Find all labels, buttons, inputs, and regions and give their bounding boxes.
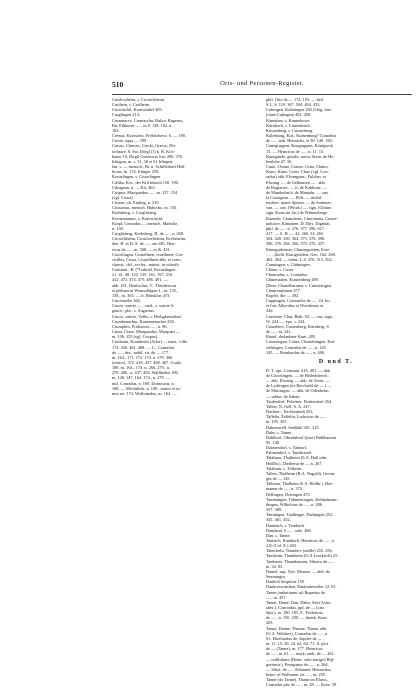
index-entry: nohowe, Kämatten. D. Dtrs. Dignitas xyxy=(266,220,330,226)
index-entry: (vgl. Crusa). xyxy=(112,194,134,200)
index-entry: de — , nob. Heinrichs, et 50. 149. 183. xyxy=(266,138,333,144)
index-entry: Cruzenacre, Cremaschu, Buhor, Rageruu, xyxy=(112,117,184,123)
index-entry: torfaure, S. Sta. Dörgl (?) b. B. Kris- xyxy=(112,148,175,154)
register-page xyxy=(112,80,412,688)
index-entry: Tammingen, Tahmentingen, Dobbelmain- xyxy=(266,496,338,502)
index-entry: lan. s. — mensch., Br. n. Schifferhaft Heil- xyxy=(112,164,186,170)
index-entry: Cruslowheim, s. Crowelsheim. xyxy=(112,97,166,102)
index-entry: Talheim, Thalheim (0.A. Heilbr.), Hee- xyxy=(266,481,334,487)
index-entry: — abb. Elwang. — abb. de Trans. — xyxy=(266,378,330,384)
index-entry: noshert. maior Spieen. — de Sommer- xyxy=(266,200,333,206)
index-entry: claustr., del., eccles., minist. in schroib xyxy=(112,262,179,267)
index-entry: 417. — S. H. — 43. 260. 54. 265. xyxy=(266,231,325,237)
index-entry: Tanne (unbetimmt ut) Rupertus de xyxy=(266,589,326,595)
index-entry: Dankolt hospitius 159. xyxy=(266,579,306,585)
page-number: 510 xyxy=(112,80,124,89)
index-entry: Dellingen, Dettingen 475. xyxy=(266,491,311,497)
index-entry: m. 164., 171. 172. 174. n. 279. 306 xyxy=(112,354,173,360)
index-entry: m. 11. 15. 36. 24. 62. 64. 71. fl. plot. xyxy=(266,641,329,647)
index-entry: de Murringen. — abb. de Odenheim. xyxy=(266,388,330,394)
index-entry: Küssenberg, s. Cussenberg. xyxy=(266,127,314,133)
index-entry: Dahlhorf, Oberdahrof (jetzt) Bühlhausen xyxy=(266,434,337,440)
index-entry: Crhugeun, n. — Kü. 462. xyxy=(112,184,156,190)
index-entry: 188. m. 164., 174. n. 266. 279., n. xyxy=(112,365,171,371)
index-entry: 158., m. 303. — fr. Rhöulfus 473. xyxy=(112,292,171,298)
index-entry: (Dem. Chunelbaraten, s. Cunstetrigen. xyxy=(266,282,332,288)
index-entry: Crihha, Kvr., der Krlchsbach 150. 196. xyxy=(112,179,179,185)
index-entry: Crispus, Marquardus — , m. 137. 154 xyxy=(112,189,178,195)
index-entry: dingen, Wilholons de — , n. 286. xyxy=(266,501,324,507)
index-entry: 21. 41. 48. 123. 139. 161. 197. 210. xyxy=(112,272,174,278)
index-entry: Constant., B. (*Gabriel, Kreuzlingen xyxy=(112,267,176,273)
index-entry: Chunrensburen 477. xyxy=(266,287,301,293)
index-entry: Tasderdorf, Polsener, Doderodorf 454. xyxy=(266,398,333,404)
index-entry: — , m. 457. xyxy=(266,594,287,600)
index-entry: m. 195. 367. xyxy=(266,419,288,425)
index-entry: 279. 286., n. 437. 456. Walfhudus 186. xyxy=(112,370,179,376)
index-entry: Kuno, Küno, Cono, Chuo (vgl. Con- xyxy=(266,169,329,175)
index-entry: Kuenzhi, Chunchens, Chucetonis, Cunce- xyxy=(266,215,338,221)
index-entry: Tanne, Danne, Thanne, Thann, abb. xyxy=(266,625,328,631)
index-entry: — subbe. de Salem. xyxy=(266,393,301,399)
index-entry: Creste, aqua — 399. xyxy=(112,138,148,144)
index-entry: Heillbr.), Diethersa de — n. 267. xyxy=(266,460,323,466)
index-entry: 326. xyxy=(266,308,274,314)
index-entry: Crusa, Crase, Marquardus, Marquart — xyxy=(112,329,181,335)
index-entry: Cruthein, s. Crafheim. xyxy=(112,102,151,108)
index-entry: de — , des., nobil. vir. de — 177. xyxy=(112,349,170,355)
index-entry: Tamheim, Thambeim (O.A.Leutkirch) 25. xyxy=(266,553,339,559)
index-entry: Kreuzlingen, s. Crucelingen. xyxy=(112,174,162,180)
index-entry: Crucis, sancte, Vallis, s. Heiligkreuzthal. xyxy=(112,313,182,319)
page-title: Orts- und Personen-Register. xyxy=(220,80,304,87)
index-entry: Crumbenachur, Krummenacher 250. xyxy=(112,318,175,324)
index-entry: Cunegruppen, Knegruppen. Königseck xyxy=(266,143,334,149)
index-entry: de Manderbach, de Mantaln. — can. xyxy=(266,189,329,195)
index-entry: Talabaus, Thalbeim (0.A. Hall oder xyxy=(266,455,327,461)
index-entry: 210 (Col. E.) 303. xyxy=(266,543,298,549)
index-entry: Taffelte, Taffelin, Ludwicus de — , xyxy=(266,414,327,420)
index-entry: — ordiluhnes (Heinr. ordo navige) Bijl- xyxy=(266,656,335,662)
index-entry: 462. 464. — hahst. L.S. 476. 513. 562. xyxy=(266,256,333,262)
index-entry: Kupfer, die — 392. xyxy=(266,292,300,298)
index-entry: Krebsberg, s. Croglisberg. xyxy=(112,210,158,216)
index-entry: Tankenes, Thannhausen, Sibotos de — , xyxy=(266,558,335,564)
index-entry: Chonradus, s. Conradus. xyxy=(266,272,309,278)
index-entry: steltingen, Conradus de — , n. 145. xyxy=(266,344,327,350)
index-entry: Talabum, s. Tölbeim. xyxy=(266,465,303,471)
index-entry: n. 150. xyxy=(112,225,124,231)
index-entry: Cussebere, Cussenberg, Kürnberg, S. xyxy=(266,323,330,329)
index-entry: Bu, Eihhorns — , m 9. 138, 182, n. xyxy=(112,122,173,128)
index-entry: Chünestaten, Kunzenberg 489. xyxy=(266,277,319,283)
index-entry: (O.A. Waldsee), Conradus de — , n. xyxy=(266,630,329,636)
index-entry: m. 34. 85. xyxy=(266,563,284,569)
index-entry: Daniel, sup. Nov. Monast. — abb. de xyxy=(266,568,330,574)
index-entry: Damland, 6 — , ords. 486. xyxy=(266,527,312,533)
index-entry: Crowelsheim, Crosilwelsheim, Krebsheim, xyxy=(112,236,187,242)
index-entry: 13. — Heinricus de — , n. 11. 13. xyxy=(266,148,325,154)
index-entry: Dankroswinchen, Dankrateweiler 12. 81. xyxy=(266,584,337,590)
index-entry: gauce., pbr., s. Augustus. xyxy=(112,308,155,314)
index-entry: m. 148. 147. 164. 174., n. 279. — xyxy=(112,375,171,381)
section-heading: D und T. xyxy=(318,358,354,365)
index-entry: Tamlingen, Taullinger, Thaltingen 252. xyxy=(266,512,334,518)
index-entry: heim- of Walburne. de — , m. 205. xyxy=(266,672,327,678)
index-entry: Curtenne, Chur, Blah. 92. — can. sign. xyxy=(266,313,333,319)
index-entry: henlohe 47. 56. xyxy=(266,158,293,164)
index-entry: gerimsir.), Peregrinus de — , n. 264. xyxy=(266,661,329,667)
index-entry: W. 224. — epo. s. 224. xyxy=(266,318,306,324)
index-entry: (senior), 372. 418. 437. 460. 467. Crafto xyxy=(112,359,182,365)
index-entry: Cruthaim, Krautheim (Arlar) — mart., villa xyxy=(112,339,187,345)
index-entry: de Crucelingen. — de Heiledsberch. xyxy=(266,372,329,378)
index-entry: de — , n. 150. 290. — theiek. Kuni. xyxy=(266,615,328,621)
index-entry: Daimendorf, s. Tainiarf. xyxy=(266,445,308,451)
index-entry: Tabiet, N. Gell. S. A. 247. xyxy=(266,403,311,409)
index-entry: D. T. ops. Constant. 416. 481. — abb. xyxy=(266,367,332,373)
index-entry: phil. Otto de — 174. 193. — hed. xyxy=(266,97,324,102)
index-entry: Crucis, sancte — , card., s. sancte S. xyxy=(112,303,175,309)
index-entry: phil. de — , n. 276. 377. 396. 617. xyxy=(266,225,326,231)
index-entry: Senmingin. xyxy=(266,574,286,580)
index-entry: Dan, s. Tanne. xyxy=(266,532,291,538)
index-entry: Conradus pbr. de — , m. 28. — Konr. 39. xyxy=(266,682,338,688)
index-entry: de — , m. 61. — mark. rank. de — 261. xyxy=(266,651,335,657)
index-entry: bauer 19, Dirgil Cunenwie Jon. 280. 376. xyxy=(112,153,184,159)
index-entry: Kürnbach, s. Cunrenbach. xyxy=(266,122,311,128)
index-entry: Cunningen, s. Chüningen. xyxy=(266,262,311,267)
index-entry: (oben Culmgen) 402. 458. xyxy=(266,112,312,118)
index-entry: nior no. 174. Wolframdus, m. 164. — xyxy=(112,390,177,396)
index-entry: Kunigunde, gissiltr. nuvor Stem. de Ho- xyxy=(266,153,335,159)
index-entry: la Cousigeue. — Fills. — mobil. xyxy=(266,194,323,200)
left-column xyxy=(112,97,252,396)
index-entry: S.L. S. 119. 367. 504. 494. 433. xyxy=(266,102,321,108)
index-entry: Cristianus, mensch. Hubschr., m. 150. xyxy=(112,205,178,211)
index-entry: manne de — , n. 372. xyxy=(266,486,303,492)
index-entry: Croglisberg, Krebsberg, H. de — , n. 268. xyxy=(112,231,185,237)
index-entry: de Lydringen (ex Berchteld de — ) — xyxy=(266,383,332,389)
page-header xyxy=(112,80,412,95)
index-entry: et plebani in Warmolingen 1., m. 135., xyxy=(112,287,179,293)
index-entry: Chöne, s. Coser. xyxy=(266,267,295,273)
index-entry: 345. 461. 452. xyxy=(266,517,291,523)
index-entry: taler.), Conrradus, ppl. de — (can. xyxy=(266,605,325,610)
index-entry: abb. 181. Denfuchus, T., Theodericus xyxy=(112,282,177,288)
index-entry: Palmendorf, s. Taudertsref. xyxy=(266,450,313,456)
index-entry: gin de — 145. xyxy=(266,476,291,482)
index-entry: Culmigen, Kulmingen 202 (Ortg. hier xyxy=(266,107,332,113)
index-entry: Irlingun, m. s. 31, 30 et 61 Irlingen. xyxy=(112,158,174,164)
index-entry: Taneckelu, Teunderv (mölle) 255. 256. xyxy=(266,548,333,554)
index-entry: radus) abb. Elvangune., Fulcher. et xyxy=(266,174,326,180)
index-entry: Dahrenwell, Saldfahl 301. 325. xyxy=(266,424,320,430)
index-entry: Cresso, Chresso, Creslo, Gresso, Dit- xyxy=(112,143,177,149)
index-entry: Kämatten, s. Kunnehowe. xyxy=(266,117,311,123)
index-entry: den. H. et D. S. de — , am 481. Hen- xyxy=(112,241,176,247)
index-entry: Tallen, Thalheim (B.A. Nagold), Gerun- xyxy=(266,470,336,476)
index-entry: Krupf, Conradus — mensch. Maleshe, xyxy=(112,220,179,226)
index-entry: de — , m. 241. xyxy=(266,329,292,335)
index-entry: 357. 389. xyxy=(266,507,283,513)
index-entry: Dambach, s. Tambach. xyxy=(266,522,306,528)
index-entry: 304. 320. 350. 364. 375. 376. 396. xyxy=(266,236,326,242)
index-entry: Cruwinchil, Kronwinkel 405. xyxy=(112,107,163,113)
index-entry: brons, ln. 174. Irlinger 259. xyxy=(112,169,160,175)
right-column xyxy=(266,97,406,688)
index-entry: cisilles, Crusa, Cruzellinen abb. et conv., xyxy=(112,256,183,262)
index-entry: 163. xyxy=(112,127,120,133)
index-entry: Dahs, s. Tanne. xyxy=(266,429,293,435)
index-entry: de Raglarwe. — fr. de Kabbone. — xyxy=(266,184,327,190)
index-entry: Cuno, Chuno, Conon, Cöno, Chüno, xyxy=(266,164,329,170)
index-entry: ricus de — , m. 308. — et ih. 431. xyxy=(112,246,171,252)
index-entry: sign. Kuno mi.lor.) de Wimmelrege. xyxy=(266,210,329,216)
index-entry: Tanne, Dame, Dan, Dahn, Abt-(Asho- xyxy=(266,599,332,605)
index-entry: Crucimerhe 462. xyxy=(112,298,141,304)
index-entry: 145. — Reinhardus de — , n. 406. xyxy=(266,349,326,355)
index-entry: 95. 148. xyxy=(266,440,280,445)
index-entry: Elwang. — de Gelhausen — . abb. xyxy=(266,179,326,185)
index-entry: 396. 376. 384. 306. 370. 376. 437. xyxy=(266,241,326,247)
index-entry: 168. — Mechtildis, n. 189., senior et iu- xyxy=(112,385,181,391)
index-entry: de — (Tanne), m. 177. Heinricus xyxy=(266,646,323,652)
index-entry: — Sibot. de — . Kühnner, Heinrichus xyxy=(266,666,332,672)
index-entry: van. — can. (Wirzb.) — sign. (Chüne, xyxy=(266,205,332,211)
index-entry: Crucelingen, Cruzelinen, cruellinen, Cru- xyxy=(112,251,184,257)
index-entry: Spir.), m. 180. 185. F., Fridericus xyxy=(266,610,323,616)
index-entry: Cristen, ob. Emling, n. 219. xyxy=(112,200,160,206)
index-entry: Tanbach, Kambach, Heinricus de — , n. xyxy=(266,537,335,543)
index-entry: Künegurbenste, Chuningsteten, Kon- xyxy=(266,246,330,252)
index-entry: m. 136. 155 (vgl. Crispus). xyxy=(112,334,159,340)
index-entry: Kreuzmannus, s. Kravwinchl. xyxy=(112,215,164,221)
index-entry: . ... ..(hofh. Königshöfen, Geo. 162. 268. xyxy=(266,251,336,257)
index-entry: 61. Eberhardus de, dapifer de — , xyxy=(266,635,325,641)
index-entry: 174. 430. 461. 488. — C., Conradus xyxy=(112,344,175,350)
index-entry: Dachter-, Teichtermüli 353. xyxy=(266,409,314,415)
index-entry: Cuppingen, Cotonados de — , fil. bo., xyxy=(266,298,332,304)
index-entry: Crumphes, Fridericus — , n. 96. xyxy=(112,323,168,329)
index-entry: Custeringen, Cotue, Chusteltingen, Kur- xyxy=(266,339,336,345)
index-entry: Tanne (do Tanne), Thann im Elsass, xyxy=(266,677,328,683)
index-entry: Crenna, Kronstein, Fröbricherw. 6, — 190. xyxy=(112,133,186,139)
index-entry: 203. xyxy=(266,620,274,626)
index-entry: et fon. Albertdus et Worsherna in. xyxy=(266,303,324,309)
index-entry: mil. Conradus, n. 169. Domossus, n. xyxy=(112,380,175,386)
index-entry: 412. 473. 474. 475. 486. 491. — xyxy=(112,277,168,283)
index-entry: Kunel, rhelanhaer Kuni. 205. xyxy=(266,334,317,340)
index-entry: Kulenburg, Kul.; Kulnenborg? Conradus xyxy=(266,133,337,139)
index-entry: Cruglingen 214. xyxy=(112,112,140,118)
